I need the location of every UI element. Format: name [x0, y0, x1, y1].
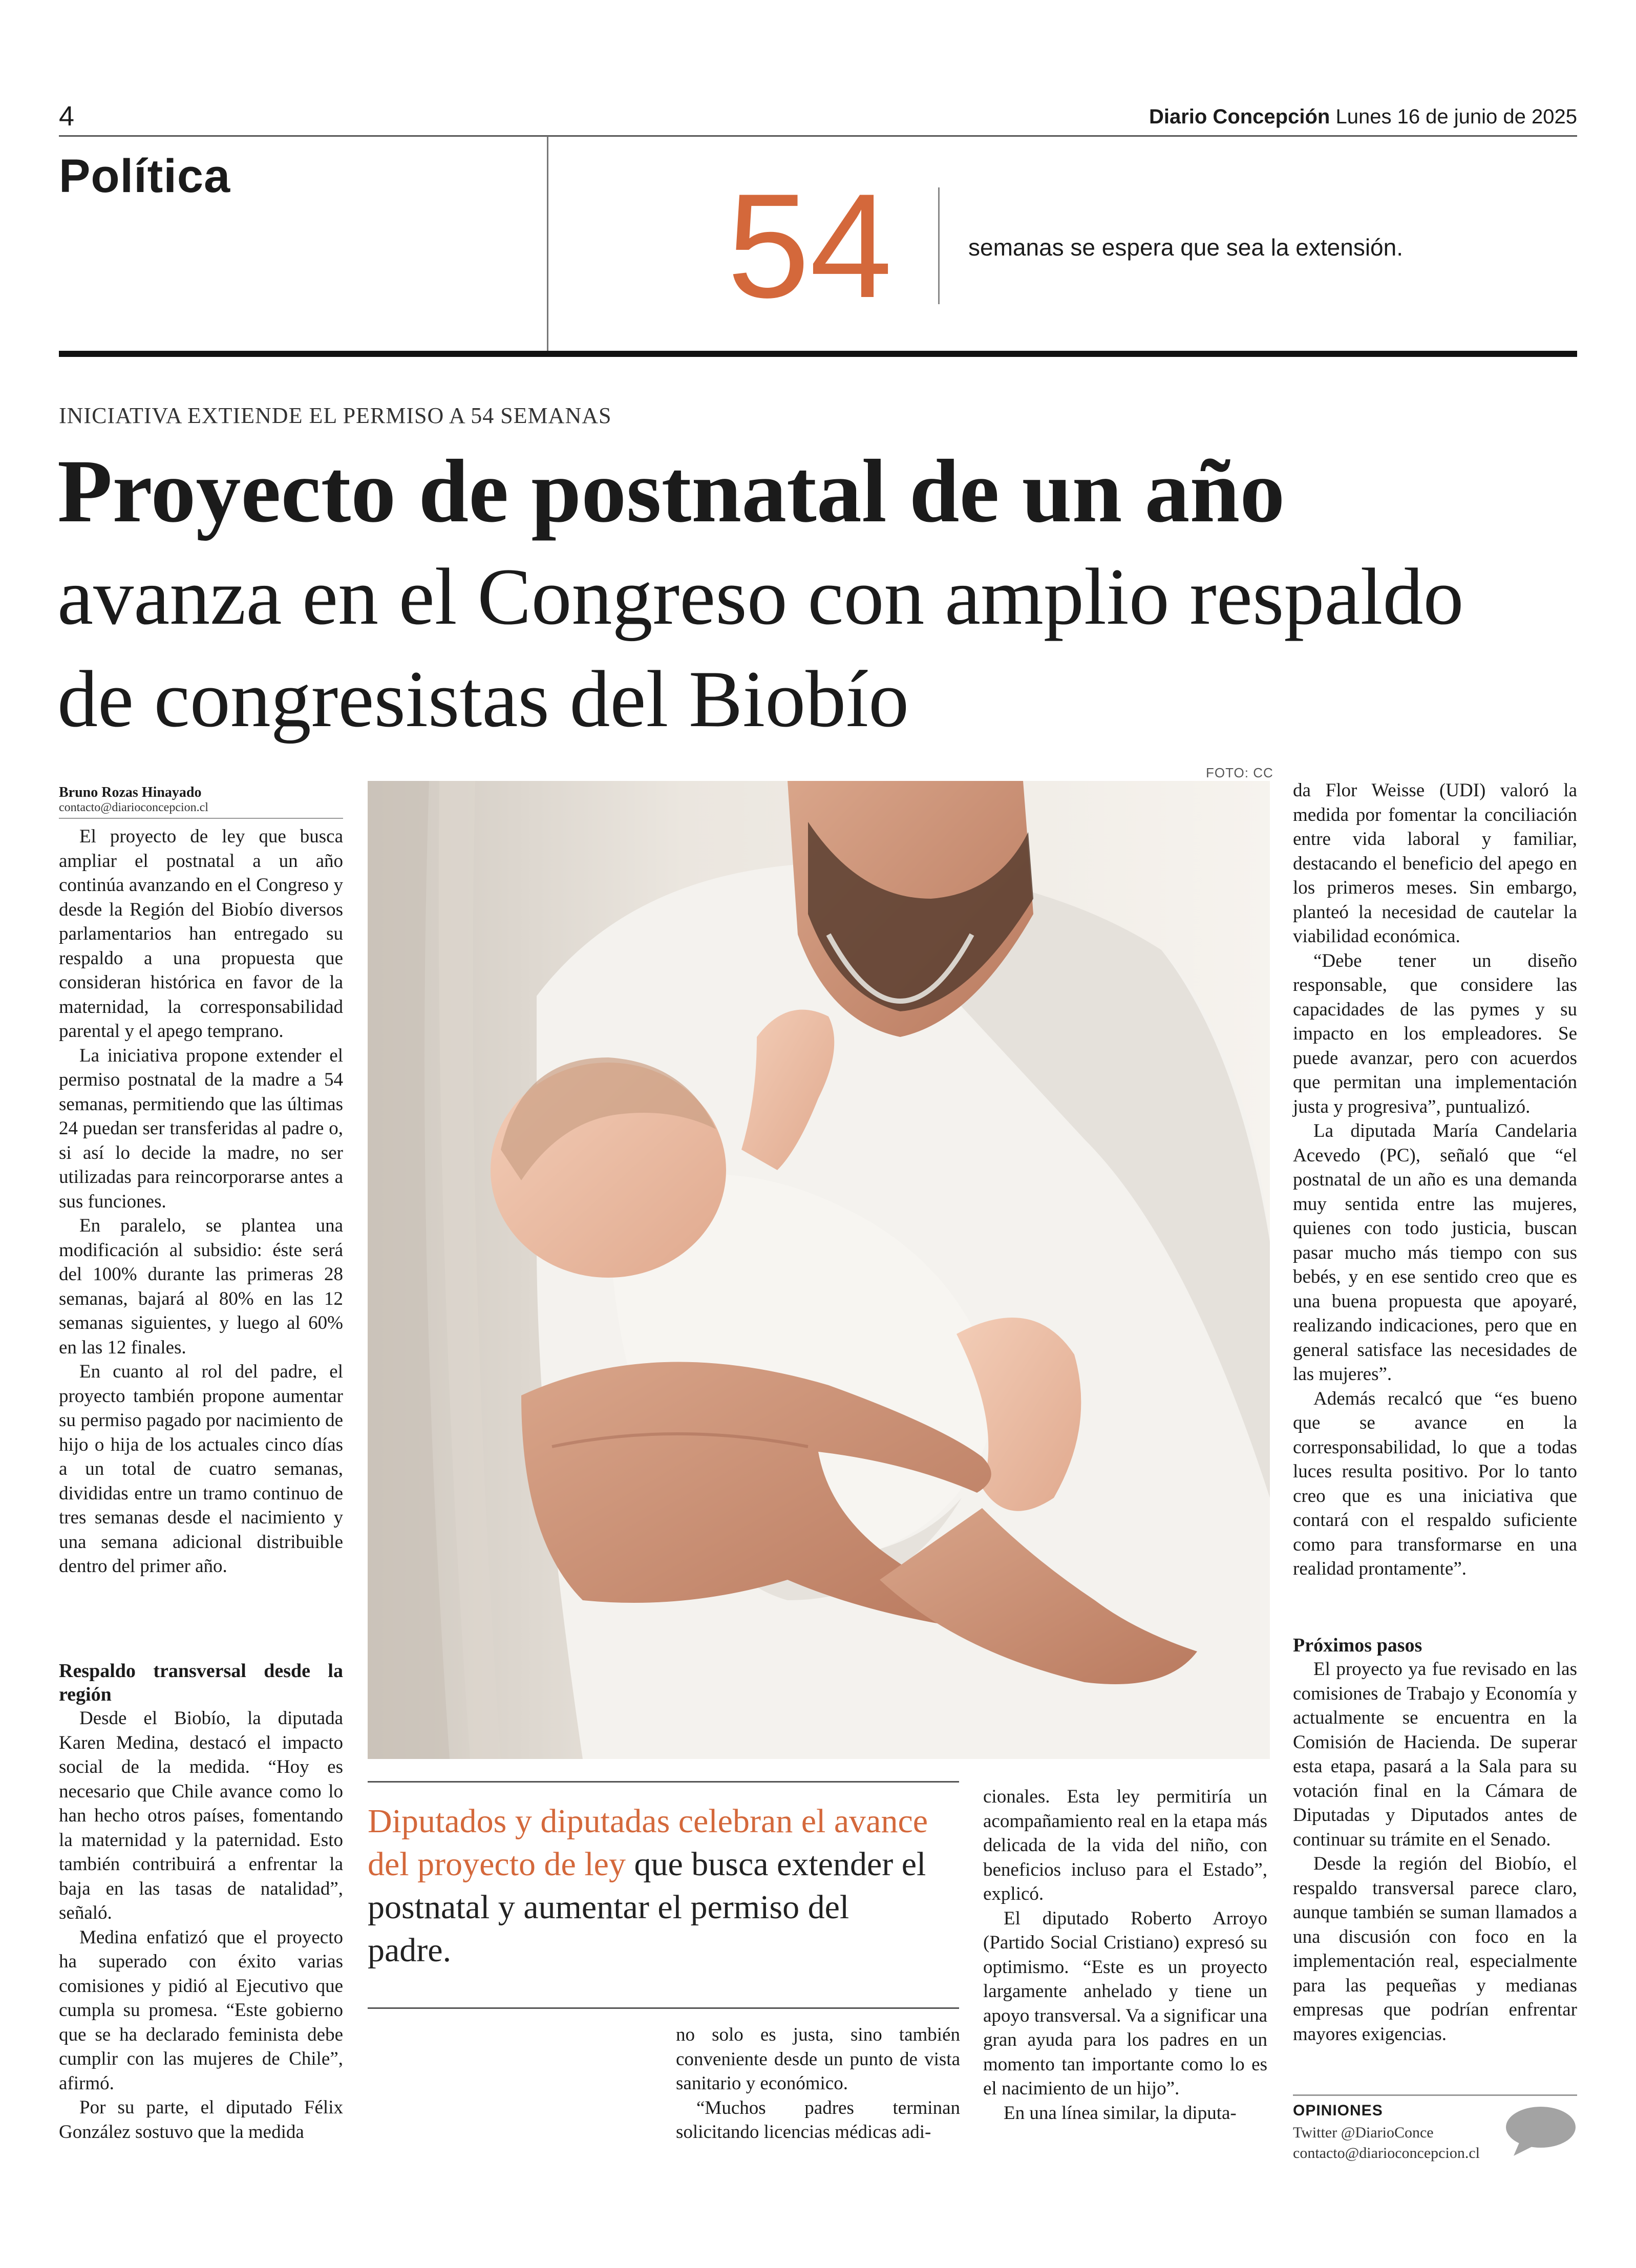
highlight-stat-value: 54 — [727, 163, 893, 329]
headline-rest: avanza en el Congreso con amplio respaldo de congresistas del Biobío — [57, 552, 1464, 744]
speech-bubble-icon — [1504, 2106, 1577, 2159]
pull-quote — [368, 1800, 931, 1972]
paragraph: “Muchos padres terminan solicitando licencias médicas adi- — [676, 2097, 960, 2143]
paragraph: Medina enfatizó que el proyecto ha superado con éxito varias comisiones y pidió al Ejecutivo que cumpla su promesa. “Este gobierno que se ha declarado feminista debe cumplir con las mujeres de Chile”, afirmó. — [59, 1926, 343, 2094]
father-holding-baby-image — [368, 781, 1270, 1759]
paragraph: Desde el Biobío, la diputada Karen Medina, destacó el impacto social de la medida. “Hoy es necesario que Chile avance como lo han hecho otros países, fomentando la maternidad y la paternidad. Esto también contribuirá a enfrentar la baja en las tasas de natalidad”, señaló. — [59, 1708, 343, 1923]
pull-quote-rest: que busca extender el postnatal y aumentar el permiso del padre. — [368, 1846, 926, 1969]
highlight-stat-caption: semanas se espera que sea la extensión. — [968, 234, 1403, 261]
subheading: Próximos pasos — [1293, 1635, 1422, 1656]
article-column-5 — [1293, 778, 1577, 1581]
paragraph: Desde la región del Biobío, el respaldo transversal parece claro, aunque también se suman llamados a una discusión con foco en la implementación real, especialmente para las pequeñas y medianas empresas que podrían enfrentar mayores exigencias. — [1293, 1853, 1577, 2045]
paragraph: “Debe tener un diseño responsable, que considere las capacidades de las pymes y su impacto en los empleadores. Se puede avanzar, pero con acuerdos que permitan una implementación justa y progresiva”, puntualizó. — [1293, 950, 1577, 1117]
article-column-1-continued — [59, 1654, 343, 2144]
paragraph: En cuanto al rol del padre, el proyecto también propone aumentar su permiso pagado por nacimiento de hijo o hija de los actuales cinco días a un total de cuatro semanas, divididas entre un tramo continuo de tres semanas desde el nacimiento y una semana adicional distribuible dentro del primer año. — [59, 1361, 343, 1577]
author-name: Bruno Rozas Hinayado — [59, 785, 202, 800]
paragraph: La diputada María Candelaria Acevedo (PC), señaló que “el postnatal de un año es una demanda muy sentida entre las mujeres, quienes con todo justicia, buscan pasar mucho más tiempo con sus bebés, y en ese sentido creo que es una buena propuesta que apoyaré, realizando indicaciones, pero que en general satisface las necesidades de las mujeres”. — [1293, 1120, 1577, 1385]
opinions-email-link[interactable]: contacto@diarioconcepcion.cl — [1293, 2145, 1480, 2161]
paragraph: El proyecto de ley que busca ampliar el postnatal a un año continúa avanzando en el Congreso y desde la Región del Biobío diversos parlamentarios han entregado su respaldo a una propuesta que consideran histórica en favor de la maternidad, la corresponsabilidad parental y el apego temprano. — [59, 826, 343, 1042]
subheading: Respaldo transversal desde la región — [59, 1660, 343, 1705]
pull-quote-bottom-rule — [368, 2007, 959, 2009]
article-column-1 — [59, 824, 343, 1579]
paragraph: El diputado Roberto Arroyo (Partido Social Cristiano) expresó su optimismo. “Este es un proyecto largamente anhelado y tiene un apoyo transversal. Va a significar una gran ayuda para los padres en un momento tan importante como lo es el nacimiento de un hijo”. — [983, 1907, 1267, 2099]
section-title: Política — [59, 150, 231, 202]
paragraph: La iniciativa propone extender el permiso postnatal de la madre a 54 semanas, permitiendo que las últimas 24 puedan ser transferidas al padre o, si así lo decide la madre, no ser utilizadas para reincorporarse antes a sus funciones. — [59, 1045, 343, 1212]
paragraph: da Flor Weisse (UDI) valoró la medida por fomentar la conciliación entre vida laboral y familiar, destacando el beneficio del apego en los primeros meses. Sin embargo, planteó la necesidad de cautelar la viabilidad económica. — [1293, 780, 1577, 947]
page-number: 4 — [59, 101, 75, 132]
opinions-title: OPINIONES — [1293, 2102, 1383, 2119]
article-column-5-continued — [1293, 1628, 1577, 2046]
article-column-3 — [676, 2023, 960, 2145]
paragraph: El proyecto ya fue revisado en las comisiones de Trabajo y Economía y actualmente se encuentra en la Comisión de Hacienda. De superar esta etapa, pasará a la Sala para su votación final en la Cámara de Diputadas y Diputados antes de continuar su trámite en el Senado. — [1293, 1659, 1577, 1850]
paragraph: En una línea similar, la diputa- — [1004, 2102, 1237, 2124]
article-photo — [368, 781, 1270, 1759]
paragraph: cionales. Esta ley permitiría un acompañamiento real en la etapa más delicada de la vida del niño, con beneficios incluso para el Estado”, explicó. — [983, 1786, 1267, 1904]
stat-divider — [938, 187, 940, 304]
masthead-info — [1149, 105, 1577, 129]
paragraph: Por su parte, el diputado Félix González sostuvo que la medida — [59, 2097, 343, 2143]
opinions-twitter-link[interactable]: Twitter @DiarioConce — [1293, 2124, 1434, 2141]
headline-bold: Proyecto de postnatal de un año — [57, 441, 1285, 541]
header-vertical-divider — [547, 136, 548, 352]
paragraph: En paralelo, se plantea una modificación al subsidio: éste será del 100% durante las primeras 28 semanas, bajará al 80% en las 12 semanas siguientes, y luego al 60% en las 12 finales. — [59, 1215, 343, 1358]
paragraph: Además recalcó que “es bueno que se avance en la corresponsabilidad, lo que a todas luces resulta positivo. Por lo tanto creo que es una iniciativa que contará con el respaldo suficiente como para transformarse en una realidad prontamente”. — [1293, 1388, 1577, 1579]
pull-quote-top-rule — [368, 1781, 959, 1783]
paragraph: no solo es justa, sino también conveniente desde un punto de vista sanitario y económico. — [676, 2024, 960, 2094]
newspaper-name: Diario Concepción — [1149, 105, 1330, 128]
headline-top-rule — [59, 351, 1577, 357]
photo-credit: FOTO: CC — [1206, 765, 1273, 780]
issue-date: Lunes 16 de junio de 2025 — [1335, 105, 1577, 128]
article-column-4 — [983, 1785, 1267, 2125]
header-divider — [59, 135, 1577, 137]
byline — [59, 785, 343, 819]
author-email[interactable]: contacto@diarioconcepcion.cl — [59, 801, 208, 814]
article-kicker: INICIATIVA EXTIENDE EL PERMISO A 54 SEMANAS — [59, 403, 612, 428]
pull-quote-highlight: Diputados y diputadas celebran el avance del proyecto de ley — [368, 1803, 928, 1883]
opinions-rule — [1293, 2094, 1577, 2096]
